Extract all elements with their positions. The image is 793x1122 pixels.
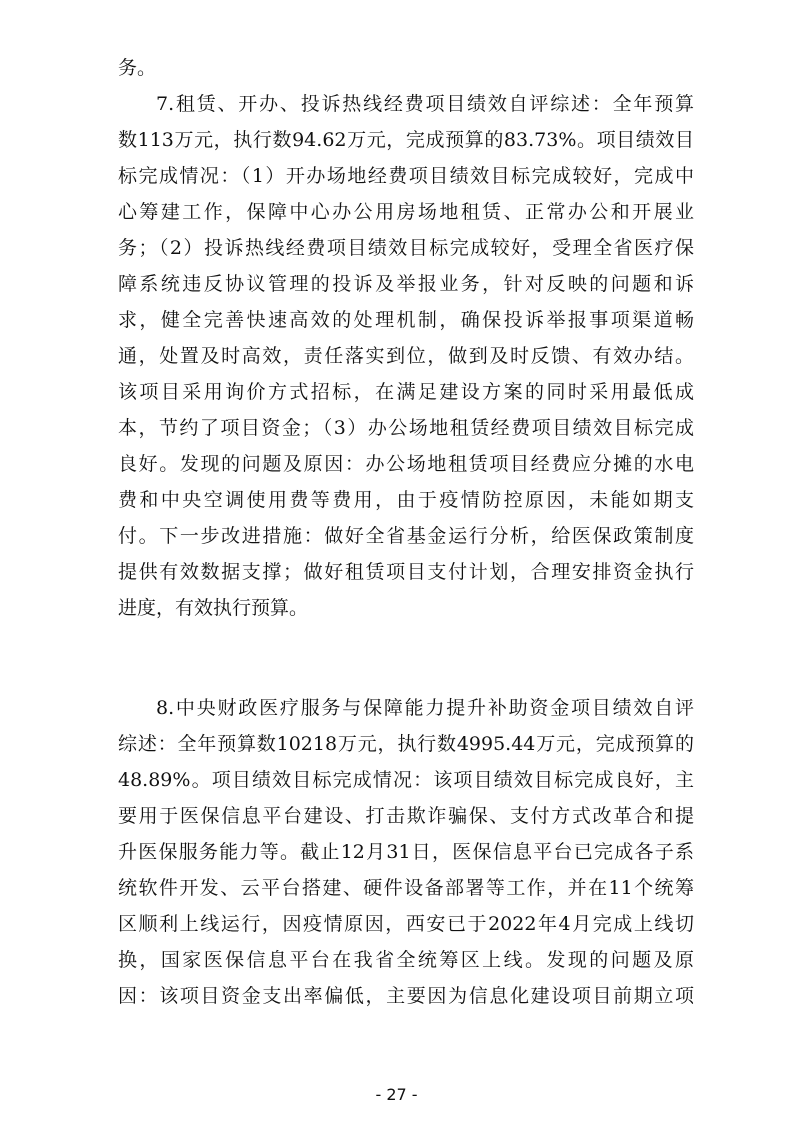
text-line: 区顺利上线运行，因疫情原因，西安已于2022年4月完成上线切 <box>118 913 694 935</box>
text-line: 综述：全年预算数10218万元，执行数4995.44万元，完成预算的 <box>118 733 694 755</box>
text-line: 要用于医保信息平台建设、打击欺诈骗保、支付方式改革合和提 <box>118 805 694 827</box>
text-line: 标完成情况：（1）开办场地经费项目绩效目标完成较好，完成中 <box>118 165 694 187</box>
text-line: 提供有效数据支撑；做好租赁项目支付计划，合理安排资金执行 <box>118 561 694 583</box>
paragraph-8-line-1: 8.中央财政医疗服务与保障能力提升补助资金项目绩效自评 <box>156 697 694 719</box>
text-line: 务；（2）投诉热线经费项目绩效目标完成较好，受理全省医疗保 <box>118 237 694 259</box>
text-line: 务。 <box>118 57 157 79</box>
text-line: 心筹建工作，保障中心办公用房场地租赁、正常办公和开展业 <box>118 201 694 223</box>
text-line: 本，节约了项目资金；（3）办公场地租赁经费项目绩效目标完成 <box>118 417 694 439</box>
text-line: 换，国家医保信息平台在我省全统筹区上线。发现的问题及原 <box>118 949 694 971</box>
page-number: - 27 - <box>375 1085 418 1104</box>
text-line: 该项目采用询价方式招标，在满足建设方案的同时采用最低成 <box>118 381 694 403</box>
text-line: 通，处置及时高效，责任落实到位，做到及时反馈、有效办结。 <box>118 345 694 367</box>
text-line: 良好。发现的问题及原因：办公场地租赁项目经费应分摊的水电 <box>118 453 694 475</box>
text-line: 数113万元，执行数94.62万元，完成预算的83.73%。项目绩效目 <box>118 129 694 151</box>
paragraph-8 <box>118 690 694 1014</box>
text-line: 费和中央空调使用费等费用，由于疫情防控原因，未能如期支 <box>118 489 694 511</box>
text-line: 付。下一步改进措施：做好全省基金运行分析，给医保政策制度 <box>118 525 694 547</box>
text-line: 因：该项目资金支出率偏低，主要因为信息化建设项目前期立项 <box>118 985 694 1007</box>
text-line: 障系统违反协议管理的投诉及举报业务，针对反映的问题和诉 <box>118 273 694 295</box>
text-line: 进度，有效执行预算。 <box>118 597 309 619</box>
continuation-text <box>118 50 694 86</box>
paragraph-7 <box>118 86 694 626</box>
text-line: 升医保服务能力等。截止12月31日，医保信息平台已完成各子系 <box>118 841 694 863</box>
text-line: 求，健全完善快速高效的处理机制，确保投诉举报事项渠道畅 <box>118 309 694 331</box>
text-line: 48.89%。项目绩效目标完成情况：该项目绩效目标完成良好，主 <box>118 769 694 791</box>
paragraph-7-line-1: 7.租赁、开办、投诉热线经费项目绩效自评综述：全年预算 <box>156 93 694 115</box>
text-line: 统软件开发、云平台搭建、硬件设备部署等工作，并在11个统筹 <box>118 877 694 899</box>
